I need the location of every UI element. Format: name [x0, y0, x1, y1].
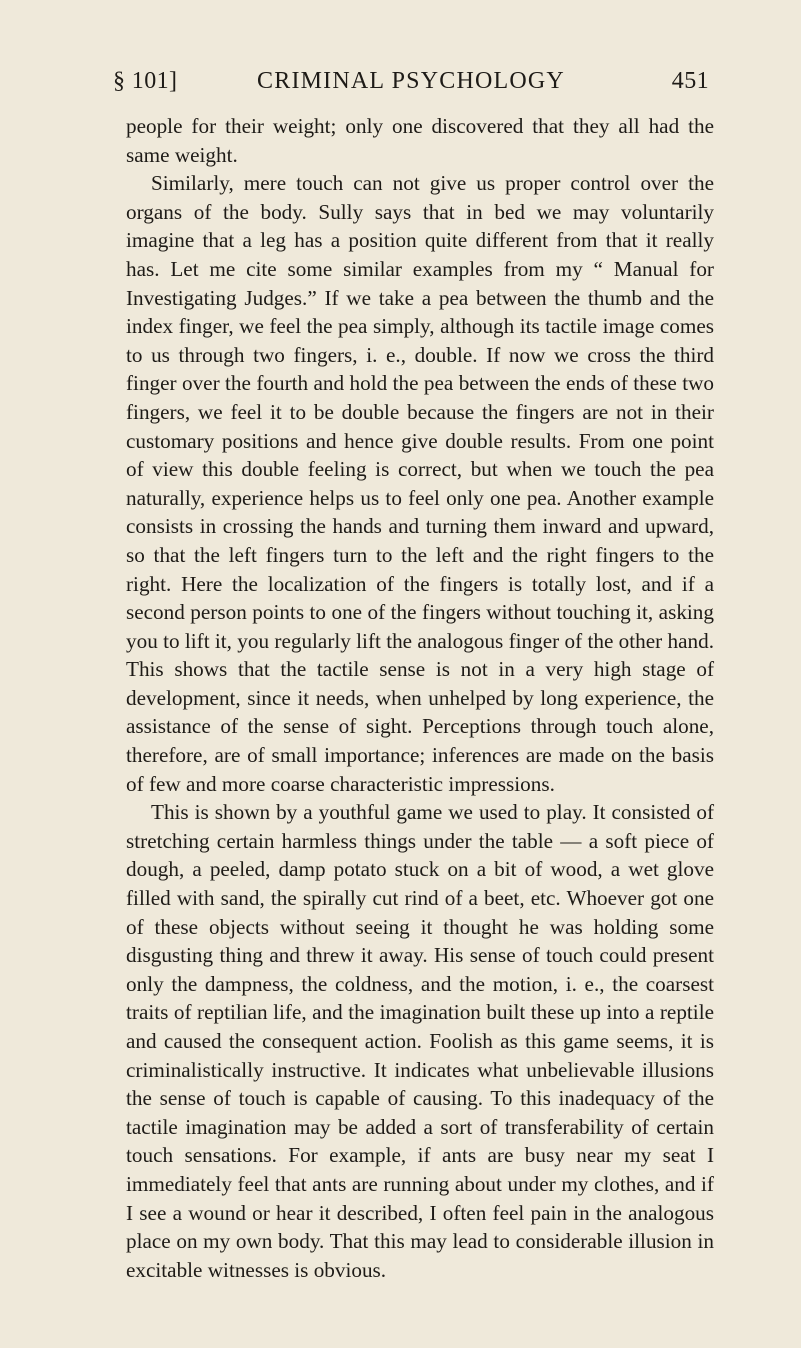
paragraph-touch-control: Similarly, mere touch can not give us proper control over the organs of the body. Sully says that in bed we may voluntarily imagine that a leg has a position quite different from that it really has. Let me cite some similar examples from my “ Manual for Investigating Judges.” If we take a pea between the thumb and the index finger, we feel the pea simply, although its tactile image comes to us through two fingers, i. e., double. If now we cross the third finger over the fourth and hold the pea between the ends of these two fingers, we feel it to be double because the fingers are not in their customary positions and hence give double results. From one point of view this double feeling is correct, but when we touch the pea naturally, experience helps us to feel only one pea. Another example consists in crossing the hands and turning them inward and upward, so that the left fingers turn to the left and the right fingers to the right. Here the localization of the fingers is totally lost, and if a second person points to one of the fingers without touching it, asking you to lift it, you regularly lift the analogous finger of the other hand. This shows that the tactile sense is not in a very high stage of development, since it needs, when unhelped by long experience, the assistance of the sense of sight. Perceptions through touch alone, therefore, are of small importance; inferences are made on the basis of few and more coarse characteristic impressions.	[126, 171, 714, 796]
running-head	[113, 68, 709, 108]
page-number: 451	[671, 68, 709, 94]
section-marker: § 101]	[113, 68, 178, 94]
running-title: CRIMINAL PSYCHOLOGY	[257, 68, 565, 94]
body-text	[126, 112, 714, 1284]
paragraph-youthful-game: This is shown by a youthful game we used to play. It consisted of stretching certain harmless things under the table — a soft piece of dough, a peeled, damp potato stuck on a bit of wood, a wet glove filled with sand, the spirally cut rind of a beet, etc. Whoever got one of these objects without seeing it thought he was holding some disgusting thing and threw it away. His sense of touch could present only the dampness, the coldness, and the motion, i. e., the coarsest traits of reptilian life, and the imagination built these up into a reptile and caused the consequent action. Foolish as this game seems, it is criminalistically instructive. It indicates what unbelievable illusions the sense of touch is capable of causing. To this inadequacy of the tactile imagination may be added a sort of transferability of certain touch sensations. For example, if ants are busy near my seat I immediately feel that ants are running about under my clothes, and if I see a wound or hear it described, I often feel pain in the analogous place on my own body. That this may lead to considerable illusion in excitable witnesses is obvious.	[126, 800, 714, 1282]
paragraph-continued: people for their weight; only one discovered that they all had the same weight.	[126, 114, 714, 167]
